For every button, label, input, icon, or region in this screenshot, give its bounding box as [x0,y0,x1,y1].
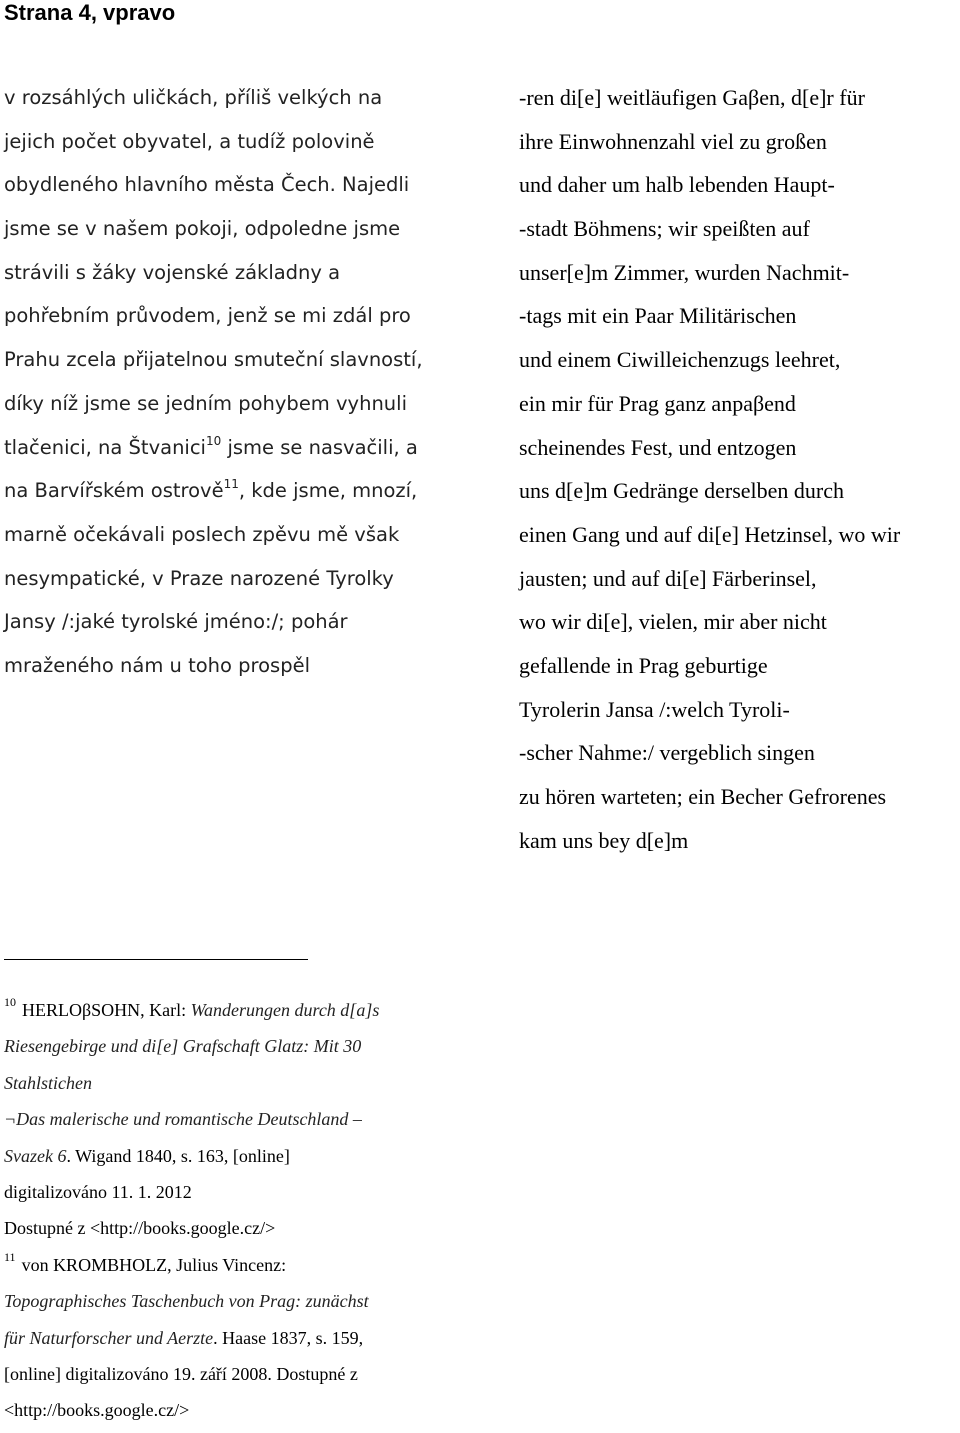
text-line: nesympatické, v Praze narozené Tyrolky [4,566,394,590]
footnote-separator [4,959,308,960]
text-line: und einem Ciwilleichenzugs leehret, [519,347,841,373]
text-line: scheinendes Fest, und entzogen [519,434,797,460]
text-line: pohřebním průvodem, jenž se mi zdál pro [4,304,411,328]
text-line: strávili s žáky vojenské základny a [4,260,341,284]
text-line: -tags mit ein Paar Militärischen [519,303,797,329]
footnote-line: Svazek 6. Wigand 1840, s. 163, [online] [4,1145,290,1166]
footnotes [4,996,379,1433]
footnote-line: Stahlstichen [4,1072,92,1093]
text-line: ein mir für Prag ganz anpaβend [519,390,796,416]
text-line: gefallende in Prag geburtige [519,652,768,678]
text-line: jsme se v našem pokoji, odpoledne jsme [4,217,401,241]
text-line: -stadt Böhmens; wir speißten auf [519,216,810,242]
text-line: -ren di[e] weitläufigen Gaβen, d[e]r für [519,85,865,110]
czech-translation-column [4,84,504,696]
footnote-line: <http://books.google.cz/> [4,1400,190,1421]
text-line: -scher Nahme:/ vergeblich singen [519,740,815,766]
text-line: Prahu zcela přijatelnou smuteční slavností, [4,348,423,372]
text-line: díky níž jsme se jedním pohybem vyhnuli [4,391,407,415]
text-line: und daher um halb lebenden Haupt- [519,172,835,198]
text-line: na Barvířském ostrově$^{11}$, kde jsme, mnozí, [4,477,418,503]
footnote-line: [online] digitalizováno 19. září 2008. Dostupné z [4,1363,358,1384]
footnote-line: ¬Das malerische und romantische Deutschland – [4,1109,362,1130]
footnote-ref-10[interactable]: 10 [205,433,222,448]
footnote-line: Dostupné z <http://books.google.cz/> [4,1218,276,1239]
footnote-line: Topographisches Taschenbuch von Prag: zunächst [4,1291,369,1312]
text-line: jausten; und auf di[e] Färberinsel, [519,565,817,591]
text-line: tlačenici, na Štvanici$^{10}$ jsme se nasvačili, a [4,433,418,459]
text-line: unser[e]m Zimmer, wurden Nachmit- [519,259,850,285]
footnote-line: für Naturforscher und Aerzte. Haase 1837, s. 159, [4,1327,364,1348]
footnote-number: 11 [4,1249,16,1264]
text-line: Jansy /:jaké tyrolské jméno:/; pohár [4,610,348,634]
text-line: kam uns bey d[e]m [519,827,689,853]
footnote-line: digitalizováno 11. 1. 2012 [4,1181,192,1202]
text-line: ihre Einwohnenzahl viel zu großen [519,128,827,154]
footnote-line: Riesengebirge und di[e] Grafschaft Glatz: Mit 30 [4,1036,362,1057]
footnote-line: $^{10}$ HERLOβSOHN, Karl: Wanderungen durch d[a]s [4,995,380,1020]
footnote-number: 10 [4,995,16,1009]
footnote-ref-11[interactable]: 11 [223,477,239,492]
text-line: v rozsáhlých uličkách, příliš velkých na [4,86,383,109]
text-line: obydleného hlavního města Čech. Najedli [4,173,410,197]
text-line: marně očekávali poslech zpěvu mě však [4,522,400,546]
text-line: uns d[e]m Gedränge derselben durch [519,478,844,504]
text-line: einen Gang und auf di[e] Hetzinsel, wo wir [519,521,901,547]
text-line: wo wir di[e], vielen, mir aber nicht [519,609,827,635]
footnote-line: $^{11}$ von KROMBHOLZ, Julius Vincenz: [4,1249,287,1275]
page-title: Strana 4, vpravo [4,0,176,25]
text-line: jejich počet obyvatel, a tudíž polovině [4,129,375,153]
text-line: zu hören warteten; ein Becher Gefrorenes [519,784,887,809]
text-line: mraženého nám u toho prospěl [4,653,311,677]
text-line: Tyrolerin Jansa /:welch Tyroli- [519,696,790,722]
german-original-column [519,84,960,870]
